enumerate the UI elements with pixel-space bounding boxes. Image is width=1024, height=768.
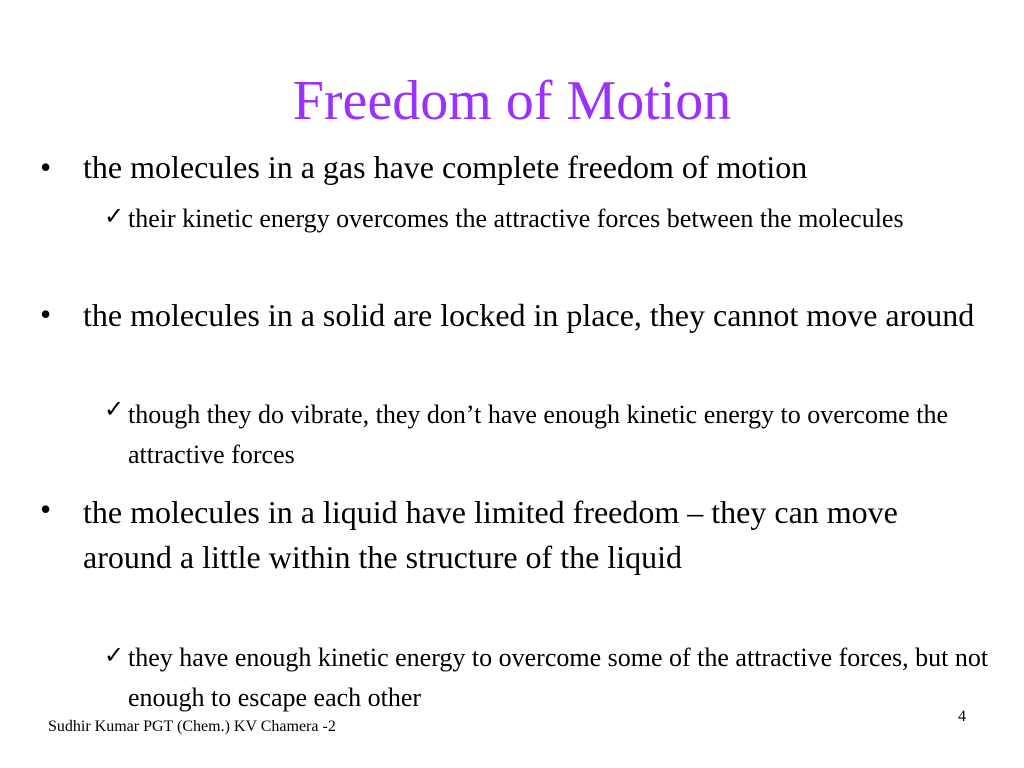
slide-footer: Sudhir Kumar PGT (Chem.) KV Chamera -2 (48, 718, 336, 735)
bullet-solid: the molecules in a solid are locked in place, they cannot move around (83, 297, 975, 333)
bullet-icon: • (40, 296, 52, 332)
page-number: 4 (958, 708, 966, 725)
slide-title: Freedom of Motion (292, 70, 732, 132)
bullet-icon: • (40, 491, 52, 527)
sub-bullet-solid: though they do vibrate, they don’t have enough kinetic energy to overcome the attractive forces (128, 400, 948, 469)
checkmark-icon: ✓ (104, 643, 125, 669)
sub-bullet-liquid: they have enough kinetic energy to overcome some of the attractive forces, but not enough to escape each other (128, 643, 989, 712)
sub-bullet-gas: their kinetic energy overcomes the attractive forces between the molecules (128, 204, 904, 233)
checkmark-icon: ✓ (104, 397, 125, 423)
bullet-gas: the molecules in a gas have complete freedom of motion (83, 149, 808, 185)
bullet-liquid: the molecules in a liquid have limited freedom – they can move around a little within the structure of the liquid (83, 494, 898, 575)
checkmark-icon: ✓ (104, 204, 125, 230)
bullet-icon: • (40, 149, 52, 185)
